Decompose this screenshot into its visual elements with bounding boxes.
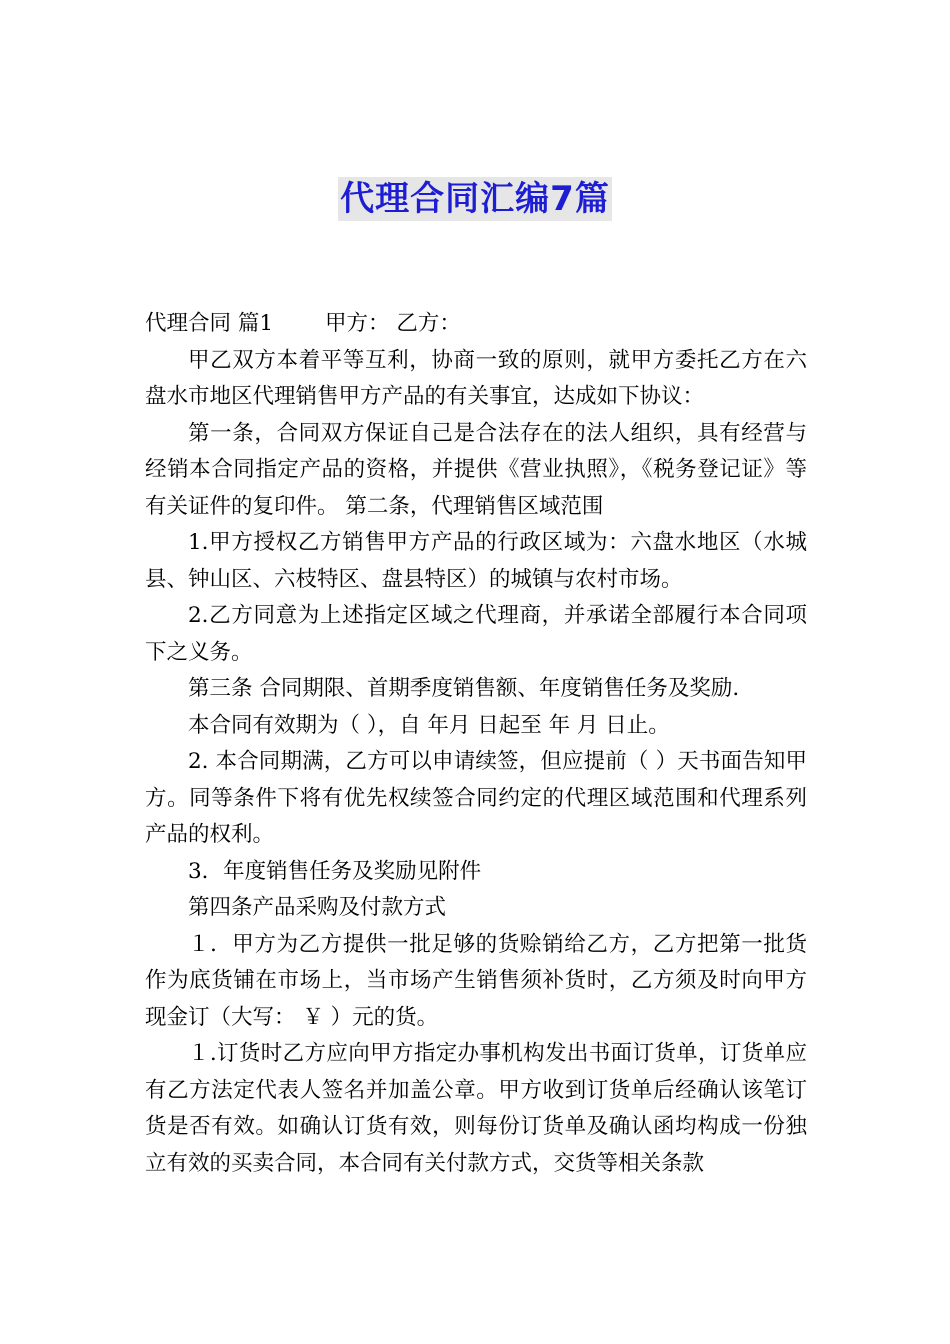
document-title: 代理合同汇编7篇 [340,179,610,219]
paragraph-10: １．甲方为乙方提供一批足够的货赊销给乙方，乙方把第一批货作为底货铺在市场上，当市场产生销售须补货时，乙方须及时向甲方现金订（大写： ￥ ）元的货。 [145,931,807,1030]
party-a-label: 甲方： [325,311,390,336]
paragraph-11: １.订货时乙方应向甲方指定办事机构发出书面订货单，订货单应有乙方法定代表人签名并加盖公章。甲方收到订货单后经确认该笔订货是否有效。如确认订货有效，则每份订货单及确认函均构成一份独立有效的买卖合同，本合同有关付款方式，交货等相关条款 [145,1041,807,1176]
paragraph-8: 3．年度销售任务及奖励见附件 [188,858,482,884]
heading-line [145,306,807,343]
party-b-label: 乙方： [396,311,461,336]
paragraph-5: 第三条 合同期限、首期季度销售额、年度销售任务及奖励. [188,676,740,701]
paragraph-9: 第四条产品采购及付款方式 [188,895,447,920]
paragraph-4: 2.乙方同意为上述指定区域之代理商，并承诺全部履行本合同项下之义务。 [145,603,807,665]
document-body [145,306,807,1182]
section-label: 代理合同 篇1 [145,311,274,336]
paragraph-7: 2. 本合同期满，乙方可以申请续签，但应提前（ ）天书面告知甲方。同等条件下将有优先权续签合同约定的代理区域范围和代理系列产品的权利。 [145,749,807,847]
title-container [0,177,950,221]
paragraph-3: 1.甲方授权乙方销售甲方产品的行政区域为：六盘水地区（水城县、钟山区、六枝特区、盘县特区）的城镇与农村市场。 [145,530,807,592]
paragraph-6: 本合同有效期为（ ），自 年月 日起至 年 月 日止。 [188,712,670,738]
paragraph-2: 第一条，合同双方保证自己是合法存在的法人组织，具有经营与经销本合同指定产品的资格，并提供《营业执照》，《税务登记证》等有关证件的复印件。 第二条，代理销售区域范围 [145,420,807,519]
paragraph-1: 甲乙双方本着平等互利，协商一致的原则，就甲方委托乙方在六盘水市地区代理销售甲方产品的有关事宜，达成如下协议： [145,347,807,409]
